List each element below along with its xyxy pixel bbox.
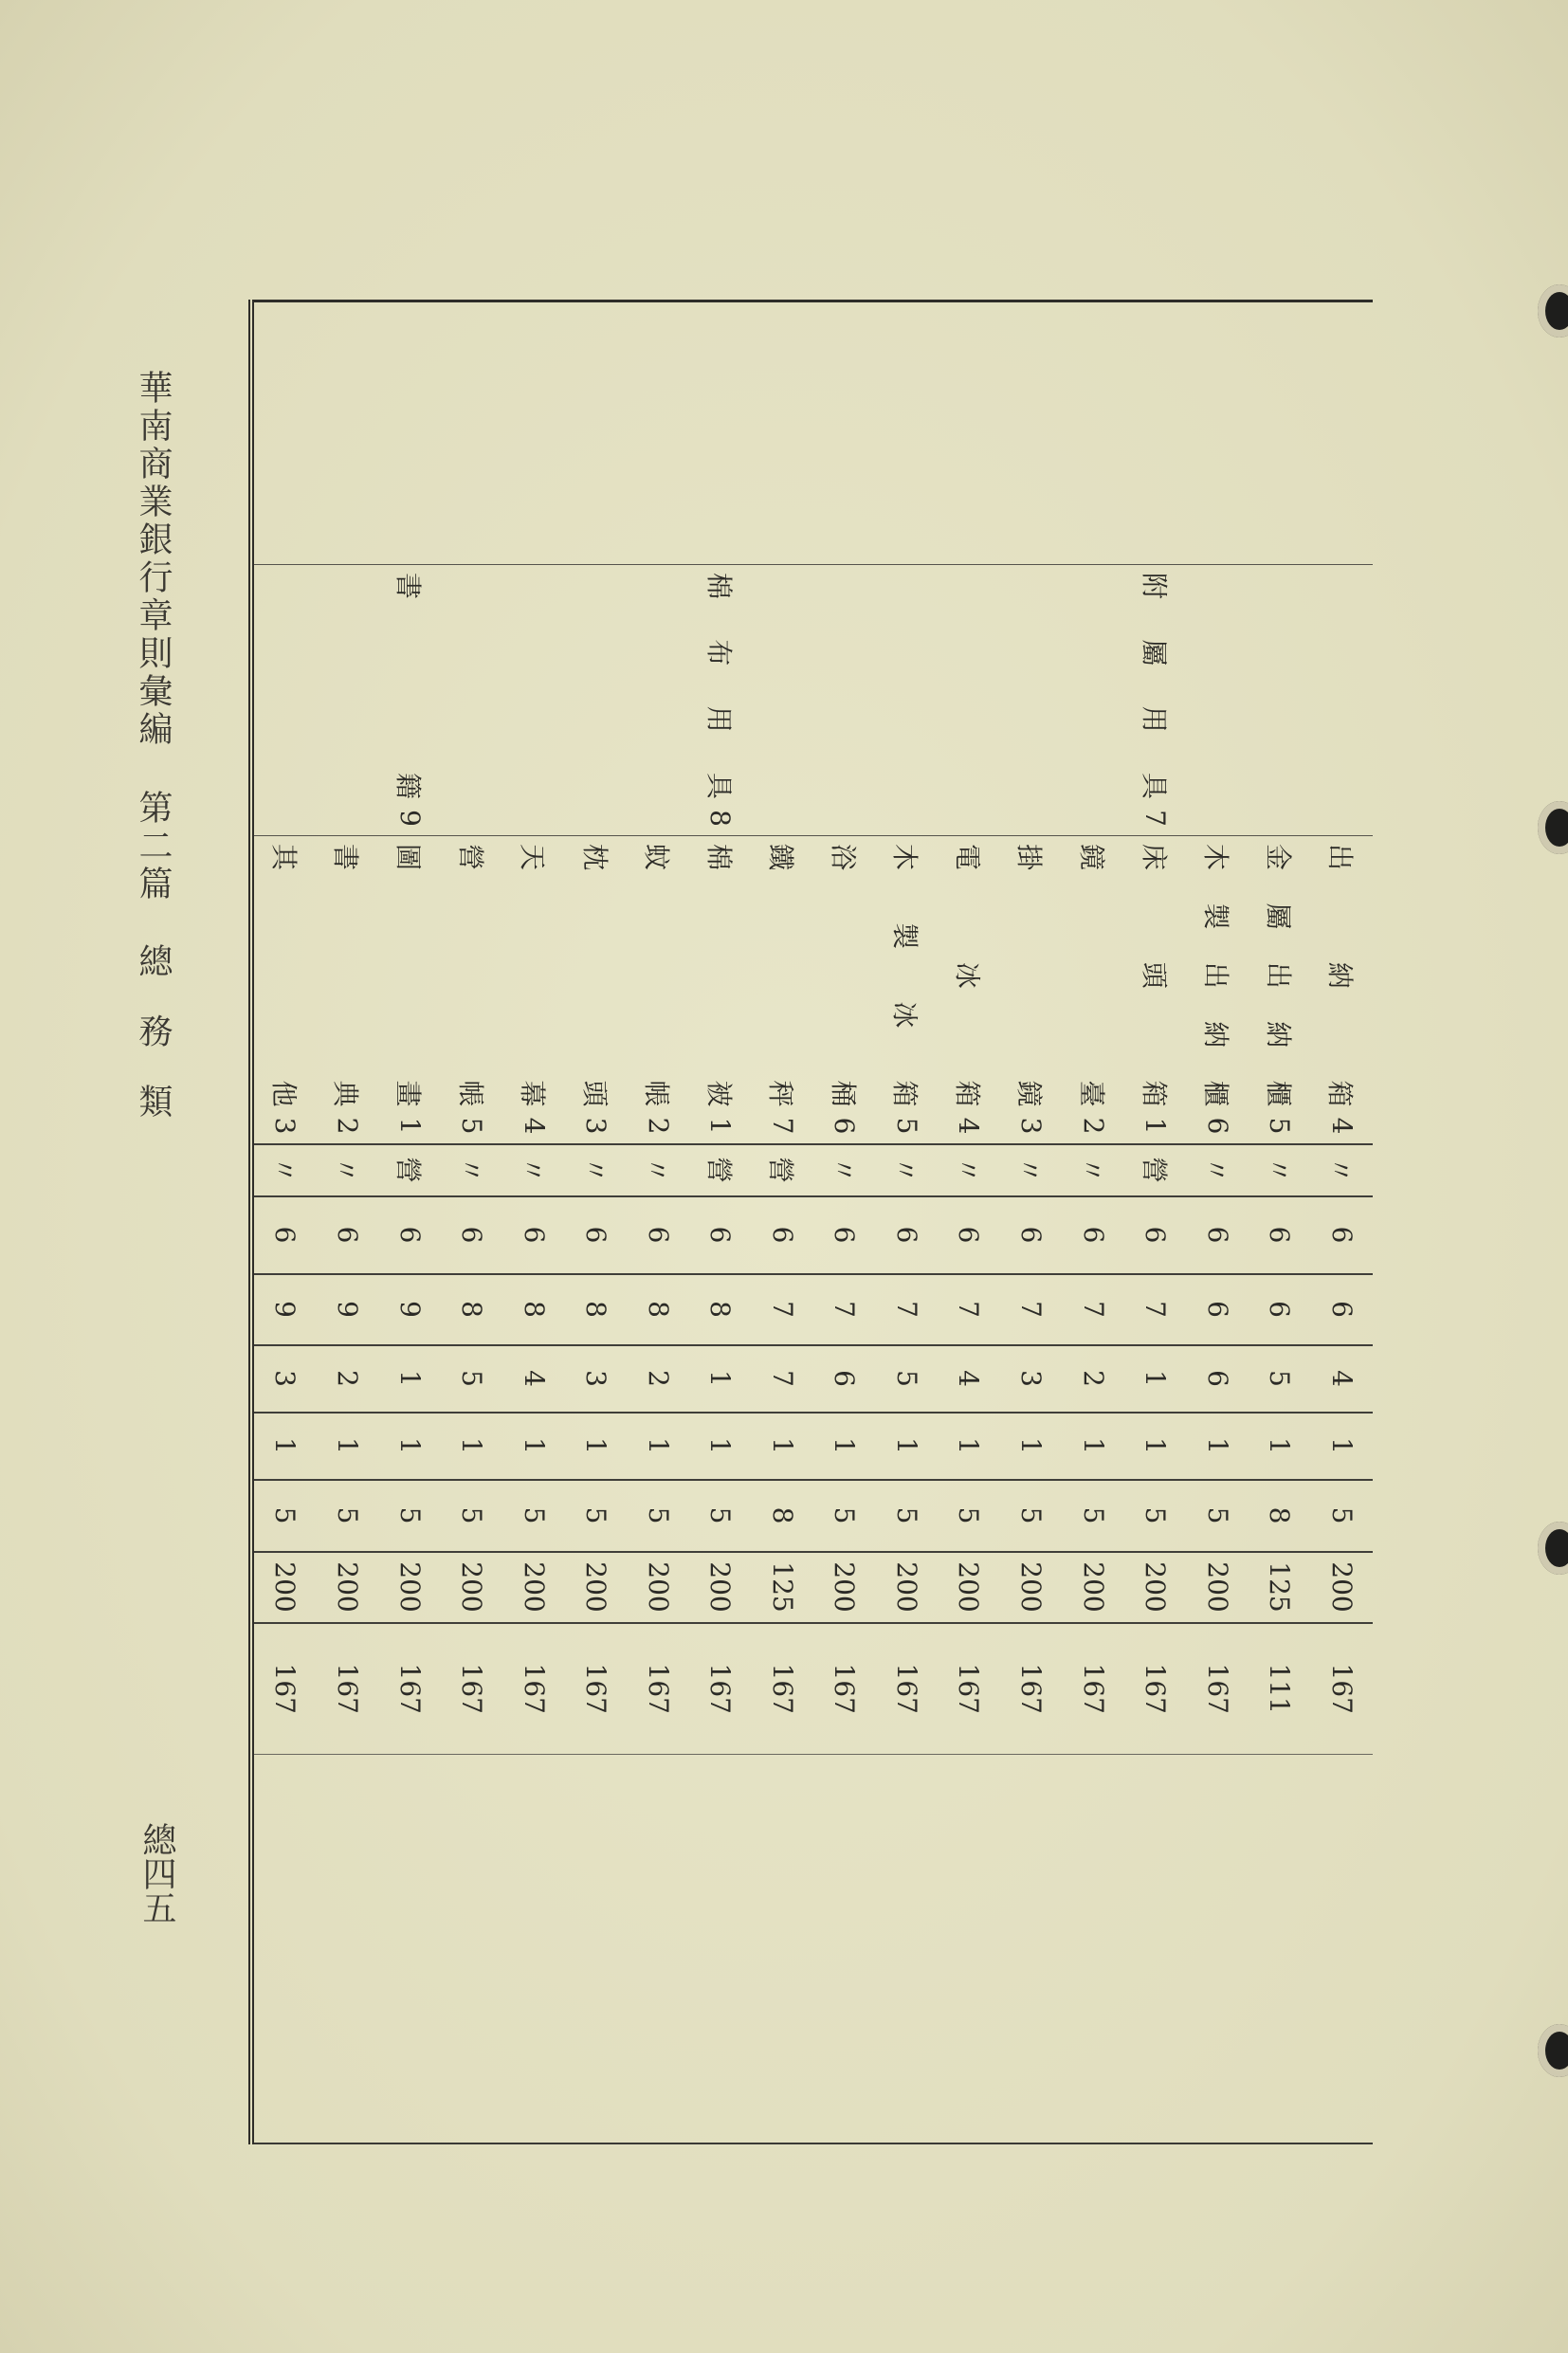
value-cell-c4: 1: [1062, 1413, 1124, 1480]
value-cell-c7: 167: [565, 1623, 628, 1755]
blank-cell: [1186, 1755, 1249, 2144]
value-cell-c3: 5: [1249, 1345, 1311, 1413]
group-name: 書籍: [392, 573, 425, 799]
value-cell-c6: 200: [502, 1552, 565, 1623]
value-cell-c2: 8: [565, 1274, 628, 1345]
value-cell-c5: 5: [627, 1480, 689, 1552]
value-cell-c2: 8: [689, 1274, 752, 1345]
value-cell-c3: 6: [813, 1345, 876, 1413]
blank-cell: [752, 301, 814, 565]
item-number: 1: [393, 1117, 426, 1135]
item-cell: [1249, 836, 1311, 1144]
table-row: [378, 301, 441, 2144]
group-cell: [251, 565, 317, 836]
value-cell-c4: 1: [689, 1413, 752, 1480]
value-cell-c2: 7: [752, 1274, 814, 1345]
value-cell-c5: 5: [1310, 1480, 1373, 1552]
value-cell-c3: 3: [1000, 1345, 1063, 1413]
value-cell-c7: 167: [317, 1623, 379, 1755]
blank-cell: [1124, 1755, 1187, 2144]
value-cell-c3: 5: [876, 1345, 939, 1413]
item-number: 3: [1015, 1117, 1047, 1135]
table-row: [1249, 301, 1311, 2144]
value-cell-c1: 6: [876, 1196, 939, 1274]
table-row: [565, 301, 628, 2144]
value-cell-c6: 200: [1062, 1552, 1124, 1623]
item-cell: [502, 836, 565, 1144]
value-cell-c1: 6: [1186, 1196, 1249, 1274]
value-cell-c2: 9: [251, 1274, 317, 1345]
blank-cell: [689, 301, 752, 565]
mark-cell: 〃: [1249, 1144, 1311, 1196]
item-number: 5: [1264, 1117, 1296, 1135]
value-cell-c4: 1: [317, 1413, 379, 1480]
table-row: [1186, 301, 1249, 2144]
mark-cell: 〃: [938, 1144, 1000, 1196]
item-cell: [813, 836, 876, 1144]
mark-cell: 〃: [251, 1144, 317, 1196]
blank-cell: [1000, 1755, 1063, 2144]
value-cell-c2: 7: [876, 1274, 939, 1345]
group-cell: [938, 565, 1000, 836]
mark-cell: 〃: [1310, 1144, 1373, 1196]
value-cell-c3: 4: [502, 1345, 565, 1413]
group-cell: [502, 565, 565, 836]
section-label: 總務類: [134, 942, 173, 1154]
value-cell-c2: 6: [1186, 1274, 1249, 1345]
mark-cell: 〃: [502, 1144, 565, 1196]
value-cell-c4: 1: [938, 1413, 1000, 1480]
table-row: [317, 301, 379, 2144]
blank-cell: [1186, 301, 1249, 565]
value-cell-c1: 6: [1000, 1196, 1063, 1274]
value-cell-c6: 200: [938, 1552, 1000, 1623]
value-cell-c1: 6: [689, 1196, 752, 1274]
table-row: [441, 301, 503, 2144]
item-cell: [1186, 836, 1249, 1144]
group-cell: [1000, 565, 1063, 836]
page-number: 總四五: [137, 1822, 176, 1924]
blank-cell: [1249, 301, 1311, 565]
value-cell-c3: 2: [627, 1345, 689, 1413]
value-cell-c2: 7: [1062, 1274, 1124, 1345]
value-cell-c3: 4: [938, 1345, 1000, 1413]
table-row: [627, 301, 689, 2144]
item-cell: [317, 836, 379, 1144]
value-cell-c5: 5: [317, 1480, 379, 1552]
blank-cell: [317, 1755, 379, 2144]
rotated-table-container: [248, 300, 1373, 2144]
value-cell-c4: 1: [1000, 1413, 1063, 1480]
value-cell-c3: 1: [1124, 1345, 1187, 1413]
item-number: 1: [1140, 1117, 1172, 1135]
value-cell-c1: 6: [813, 1196, 876, 1274]
item-number: 6: [1201, 1117, 1233, 1135]
value-cell-c5: 8: [1249, 1480, 1311, 1552]
table-row: [502, 301, 565, 2144]
item-name: 蚊帳: [641, 844, 673, 1107]
value-cell-c5: 5: [689, 1480, 752, 1552]
blank-cell: [938, 301, 1000, 565]
value-cell-c2: 9: [317, 1274, 379, 1345]
blank-cell: [876, 301, 939, 565]
value-cell-c7: 167: [1124, 1623, 1187, 1755]
value-cell-c6: 200: [689, 1552, 752, 1623]
table-row: [689, 301, 752, 2144]
group-cell: [1186, 565, 1249, 836]
value-cell-c2: 7: [813, 1274, 876, 1345]
value-cell-c5: 5: [876, 1480, 939, 1552]
group-number: 8: [704, 810, 737, 827]
item-cell: [938, 836, 1000, 1144]
group-cell: [1062, 565, 1124, 836]
value-cell-c1: 6: [752, 1196, 814, 1274]
blank-cell: [502, 301, 565, 565]
item-number: 4: [953, 1117, 985, 1135]
item-number: 2: [642, 1117, 674, 1135]
value-cell-c4: 1: [813, 1413, 876, 1480]
value-cell-c7: 167: [813, 1623, 876, 1755]
item-name: 書典: [330, 844, 362, 1107]
group-cell: [627, 565, 689, 836]
item-name: 木製出納櫃: [1200, 844, 1232, 1107]
value-cell-c3: 1: [378, 1345, 441, 1413]
value-cell-c1: 6: [938, 1196, 1000, 1274]
item-number: 2: [331, 1117, 363, 1135]
value-cell-c4: 1: [1124, 1413, 1187, 1480]
group-number: 7: [1140, 810, 1172, 827]
blank-cell: [689, 1755, 752, 2144]
item-name: 圖畫: [392, 844, 425, 1107]
blank-cell: [627, 301, 689, 565]
item-number: 5: [456, 1117, 488, 1135]
item-cell: [1062, 836, 1124, 1144]
item-number: 4: [1325, 1117, 1358, 1135]
mark-cell: 〃: [1186, 1144, 1249, 1196]
value-cell-c2: 8: [627, 1274, 689, 1345]
value-cell-c5: 5: [1124, 1480, 1187, 1552]
inventory-table: [248, 300, 1373, 2144]
mark-cell: 〃: [876, 1144, 939, 1196]
item-number: 7: [766, 1117, 798, 1135]
group-cell: [752, 565, 814, 836]
mark-cell: 〃: [813, 1144, 876, 1196]
item-name: 出納箱: [1324, 844, 1357, 1107]
value-cell-c4: 1: [752, 1413, 814, 1480]
value-cell-c4: 1: [627, 1413, 689, 1480]
item-number: 5: [890, 1117, 922, 1135]
mark-cell: 營: [689, 1144, 752, 1196]
blank-cell: [565, 1755, 628, 2144]
blank-cell: [813, 301, 876, 565]
binder-hole: [1538, 801, 1568, 854]
value-cell-c5: 5: [502, 1480, 565, 1552]
value-cell-c7: 167: [1186, 1623, 1249, 1755]
group-name: 棉布用具: [702, 573, 735, 799]
value-cell-c7: 167: [627, 1623, 689, 1755]
running-header: [129, 370, 177, 1154]
value-cell-c2: 6: [1249, 1274, 1311, 1345]
item-number: 3: [580, 1117, 612, 1135]
item-number: 2: [1077, 1117, 1109, 1135]
value-cell-c5: 5: [378, 1480, 441, 1552]
item-cell: [1310, 836, 1373, 1144]
binder-hole: [1538, 2024, 1568, 2077]
value-cell-c3: 2: [317, 1345, 379, 1413]
value-cell-c4: 1: [1310, 1413, 1373, 1480]
value-cell-c1: 6: [627, 1196, 689, 1274]
value-cell-c1: 6: [317, 1196, 379, 1274]
group-cell: [1310, 565, 1373, 836]
group-cell: [565, 565, 628, 836]
value-cell-c6: 200: [1124, 1552, 1187, 1623]
item-cell: [565, 836, 628, 1144]
blank-cell: [251, 1755, 317, 2144]
mark-cell: 〃: [565, 1144, 628, 1196]
blank-cell: [251, 301, 317, 565]
table-row: [752, 301, 814, 2144]
value-cell-c7: 111: [1249, 1623, 1311, 1755]
item-name: 棉被: [702, 844, 735, 1107]
value-cell-c7: 167: [502, 1623, 565, 1755]
value-cell-c2: 6: [1310, 1274, 1373, 1345]
item-cell: [441, 836, 503, 1144]
blank-cell: [378, 301, 441, 565]
blank-cell: [627, 1755, 689, 2144]
value-cell-c7: 167: [938, 1623, 1000, 1755]
value-cell-c4: 1: [876, 1413, 939, 1480]
group-cell: [1249, 565, 1311, 836]
table-row: [1310, 301, 1373, 2144]
item-name: 電冰箱: [951, 844, 983, 1107]
value-cell-c6: 200: [1186, 1552, 1249, 1623]
item-number: 6: [829, 1117, 861, 1135]
blank-cell: [1310, 1755, 1373, 2144]
value-cell-c3: 3: [565, 1345, 628, 1413]
item-cell: [627, 836, 689, 1144]
table-row: [1000, 301, 1063, 2144]
value-cell-c7: 167: [1000, 1623, 1063, 1755]
blank-cell: [813, 1755, 876, 2144]
item-cell: [752, 836, 814, 1144]
value-cell-c5: 5: [938, 1480, 1000, 1552]
mark-cell: 營: [752, 1144, 814, 1196]
item-name: 其他: [267, 844, 300, 1107]
value-cell-c6: 200: [251, 1552, 317, 1623]
value-cell-c1: 6: [441, 1196, 503, 1274]
blank-cell: [1062, 301, 1124, 565]
value-cell-c4: 1: [1186, 1413, 1249, 1480]
value-cell-c7: 167: [689, 1623, 752, 1755]
blank-cell: [1310, 301, 1373, 565]
binder-hole: [1538, 284, 1568, 337]
item-cell: [378, 836, 441, 1144]
value-cell-c1: 6: [251, 1196, 317, 1274]
mark-cell: 〃: [317, 1144, 379, 1196]
item-name: 木製冰箱: [889, 844, 921, 1107]
value-cell-c3: 1: [689, 1345, 752, 1413]
group-cell: [689, 565, 752, 836]
value-cell-c6: 200: [813, 1552, 876, 1623]
value-cell-c7: 167: [378, 1623, 441, 1755]
value-cell-c6: 200: [378, 1552, 441, 1623]
value-cell-c4: 1: [565, 1413, 628, 1480]
table-row: [1124, 301, 1187, 2144]
value-cell-c6: 200: [1000, 1552, 1063, 1623]
blank-cell: [441, 1755, 503, 2144]
book-title: 華南商業銀行章則彙編: [134, 370, 173, 749]
value-cell-c5: 8: [752, 1480, 814, 1552]
item-name: 鐵秤: [765, 844, 797, 1107]
value-cell-c4: 1: [441, 1413, 503, 1480]
blank-cell: [378, 1755, 441, 2144]
item-number: 1: [704, 1117, 737, 1135]
table-row: [938, 301, 1000, 2144]
group-number: 9: [393, 810, 426, 827]
value-cell-c7: 167: [752, 1623, 814, 1755]
item-name: 金屬出納櫃: [1262, 844, 1294, 1107]
value-cell-c6: 200: [627, 1552, 689, 1623]
value-cell-c3: 5: [441, 1345, 503, 1413]
group-cell: [378, 565, 441, 836]
value-cell-c3: 6: [1186, 1345, 1249, 1413]
blank-cell: [565, 301, 628, 565]
blank-cell: [876, 1755, 939, 2144]
item-name: 掛鏡: [1013, 844, 1046, 1107]
value-cell-c1: 6: [565, 1196, 628, 1274]
value-cell-c2: 8: [502, 1274, 565, 1345]
part-label: 第二篇: [134, 790, 173, 904]
value-cell-c5: 5: [1062, 1480, 1124, 1552]
mark-cell: 營: [378, 1144, 441, 1196]
value-cell-c5: 5: [565, 1480, 628, 1552]
value-cell-c2: 9: [378, 1274, 441, 1345]
value-cell-c6: 125: [1249, 1552, 1311, 1623]
item-cell: [1000, 836, 1063, 1144]
blank-cell: [752, 1755, 814, 2144]
mark-cell: 〃: [441, 1144, 503, 1196]
mark-cell: 〃: [627, 1144, 689, 1196]
value-cell-c4: 1: [1249, 1413, 1311, 1480]
value-cell-c2: 8: [441, 1274, 503, 1345]
blank-cell: [1062, 1755, 1124, 2144]
value-cell-c6: 200: [565, 1552, 628, 1623]
value-cell-c3: 7: [752, 1345, 814, 1413]
value-cell-c3: 3: [251, 1345, 317, 1413]
item-name: 天幕: [517, 844, 549, 1107]
blank-cell: [317, 301, 379, 565]
blank-cell: [938, 1755, 1000, 2144]
item-name: 鏡臺: [1076, 844, 1108, 1107]
value-cell-c3: 4: [1310, 1345, 1373, 1413]
table-row: [813, 301, 876, 2144]
value-cell-c4: 1: [251, 1413, 317, 1480]
value-cell-c1: 6: [1310, 1196, 1373, 1274]
group-cell: [1124, 565, 1187, 836]
blank-cell: [441, 301, 503, 565]
table-row: [876, 301, 939, 2144]
value-cell-c1: 6: [378, 1196, 441, 1274]
value-cell-c7: 167: [876, 1623, 939, 1755]
item-number: 4: [518, 1117, 550, 1135]
item-name: 床頭箱: [1138, 844, 1170, 1107]
value-cell-c7: 167: [1062, 1623, 1124, 1755]
value-cell-c1: 6: [1249, 1196, 1311, 1274]
item-number: 3: [269, 1117, 301, 1135]
table-row: [1062, 301, 1124, 2144]
value-cell-c3: 2: [1062, 1345, 1124, 1413]
item-cell: [689, 836, 752, 1144]
mark-cell: 〃: [1000, 1144, 1063, 1196]
value-cell-c1: 6: [502, 1196, 565, 1274]
value-cell-c6: 200: [1310, 1552, 1373, 1623]
value-cell-c2: 7: [938, 1274, 1000, 1345]
value-cell-c5: 5: [813, 1480, 876, 1552]
value-cell-c1: 6: [1124, 1196, 1187, 1274]
mark-cell: 營: [1124, 1144, 1187, 1196]
item-cell: [251, 836, 317, 1144]
value-cell-c7: 167: [251, 1623, 317, 1755]
value-cell-c4: 1: [502, 1413, 565, 1480]
blank-cell: [502, 1755, 565, 2144]
item-cell: [876, 836, 939, 1144]
value-cell-c7: 167: [1310, 1623, 1373, 1755]
value-cell-c6: 125: [752, 1552, 814, 1623]
value-cell-c5: 5: [1000, 1480, 1063, 1552]
value-cell-c6: 200: [441, 1552, 503, 1623]
group-cell: [441, 565, 503, 836]
value-cell-c5: 5: [441, 1480, 503, 1552]
value-cell-c5: 5: [1186, 1480, 1249, 1552]
value-cell-c5: 5: [251, 1480, 317, 1552]
item-name: 枕頭: [578, 844, 611, 1107]
value-cell-c4: 1: [378, 1413, 441, 1480]
table-row: [251, 301, 317, 2144]
blank-cell: [1000, 301, 1063, 565]
value-cell-c6: 200: [876, 1552, 939, 1623]
blank-cell: [1249, 1755, 1311, 2144]
item-name: 營帳: [454, 844, 486, 1107]
value-cell-c1: 6: [1062, 1196, 1124, 1274]
binder-hole: [1538, 1522, 1568, 1575]
group-name: 附屬用具: [1138, 573, 1170, 799]
item-cell: [1124, 836, 1187, 1144]
blank-cell: [1124, 301, 1187, 565]
value-cell-c2: 7: [1000, 1274, 1063, 1345]
group-cell: [813, 565, 876, 836]
table-body: [251, 301, 1373, 2144]
mark-cell: 〃: [1062, 1144, 1124, 1196]
group-cell: [876, 565, 939, 836]
value-cell-c6: 200: [317, 1552, 379, 1623]
item-name: 浴桶: [827, 844, 859, 1107]
value-cell-c7: 167: [441, 1623, 503, 1755]
group-cell: [317, 565, 379, 836]
value-cell-c2: 7: [1124, 1274, 1187, 1345]
